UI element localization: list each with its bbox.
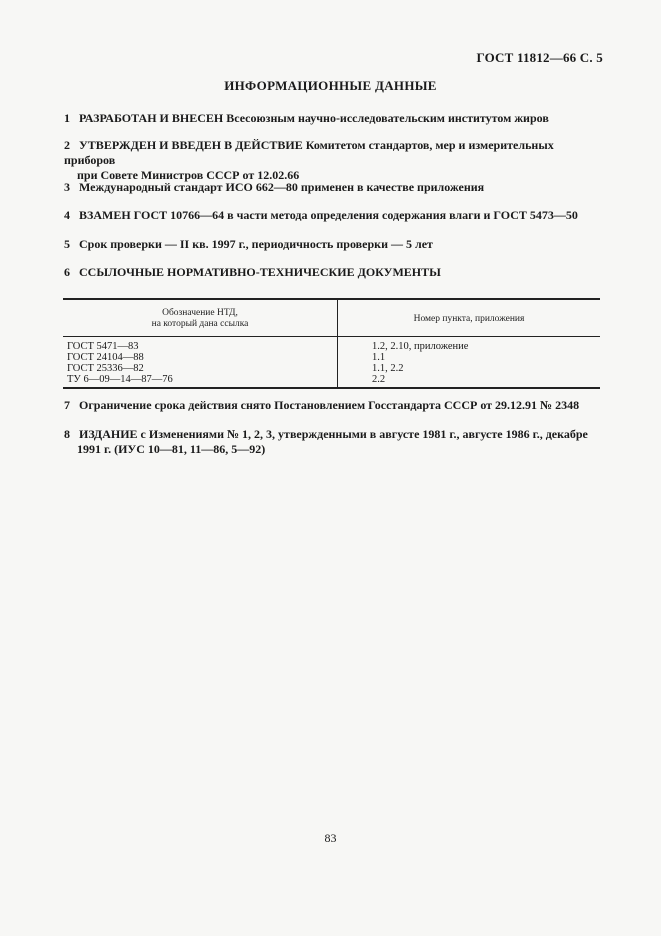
clause-number: 2.2 (372, 374, 386, 385)
item-number: 5 (64, 237, 70, 251)
item-text-line1: УТВЕРЖДЕН И ВВЕДЕН В ДЕЙСТВИЕ Комитетом стандартов, мер и измерительных приборов (64, 138, 554, 167)
document-designation: ГОСТ 24104—88 (67, 352, 144, 363)
item-text-line2: 1991 г. (ИУС 10—81, 11—86, 5—92) (77, 442, 266, 456)
document-designation: ГОСТ 25336—82 (67, 363, 144, 374)
clause-number: 1.2, 2.10, приложение (372, 341, 469, 352)
item-number: 2 (64, 138, 70, 152)
clause-number: 1.1 (372, 352, 386, 363)
info-item-8 (64, 427, 604, 457)
item-number: 1 (64, 111, 70, 125)
clause-column-cell (338, 337, 601, 389)
page-number: 83 (324, 831, 337, 845)
reference-documents-table (63, 298, 600, 389)
column-header-clause: Номер пункта, приложения (338, 299, 601, 337)
table-header-row (63, 299, 600, 337)
item-text-line1: ИЗДАНИЕ с Изменениями № 1, 2, 3, утвержденными в августе 1981 г., августе 1986 г., декабре (79, 427, 588, 441)
document-reference: ГОСТ 11812—66 С. 5 (476, 50, 603, 65)
info-item-5 (64, 237, 604, 252)
item-text: ВЗАМЕН ГОСТ 10766—64 в части метода определения содержания влаги и ГОСТ 5473—50 (79, 208, 578, 222)
page-title: ИНФОРМАЦИОННЫЕ ДАННЫЕ (224, 78, 437, 93)
info-item-1 (64, 111, 604, 126)
item-text: Ограничение срока действия снято Постановлением Госстандарта СССР от 29.12.91 № 2348 (79, 398, 580, 412)
document-designation: ТУ 6—09—14—87—76 (67, 374, 173, 385)
info-item-2 (64, 138, 604, 183)
item-number: 7 (64, 398, 70, 412)
item-number: 4 (64, 208, 70, 222)
document-column-cell (63, 337, 338, 389)
info-item-4 (64, 208, 604, 223)
item-number: 6 (64, 265, 70, 279)
info-item-6 (64, 265, 604, 280)
item-text: РАЗРАБОТАН И ВНЕСЕН Всесоюзным научно-исследовательским институтом жиров (79, 111, 549, 125)
info-item-3 (64, 180, 604, 195)
item-number: 3 (64, 180, 70, 194)
item-text: ССЫЛОЧНЫЕ НОРМАТИВНО-ТЕХНИЧЕСКИЕ ДОКУМЕНТЫ (79, 265, 441, 279)
table-row (63, 337, 600, 389)
column-header-document: Обозначение НТД, на который дана ссылка (63, 299, 338, 337)
info-item-7 (64, 398, 604, 413)
clause-number: 1.1, 2.2 (372, 363, 404, 374)
item-text: Срок проверки — II кв. 1997 г., периодичность проверки — 5 лет (79, 237, 433, 251)
item-number: 8 (64, 427, 70, 441)
item-text: Международный стандарт ИСО 662—80 применен в качестве приложения (79, 180, 485, 194)
document-designation: ГОСТ 5471—83 (67, 341, 139, 352)
item-text-line2: при Совете Министров СССР от 12.02.66 (77, 168, 300, 182)
